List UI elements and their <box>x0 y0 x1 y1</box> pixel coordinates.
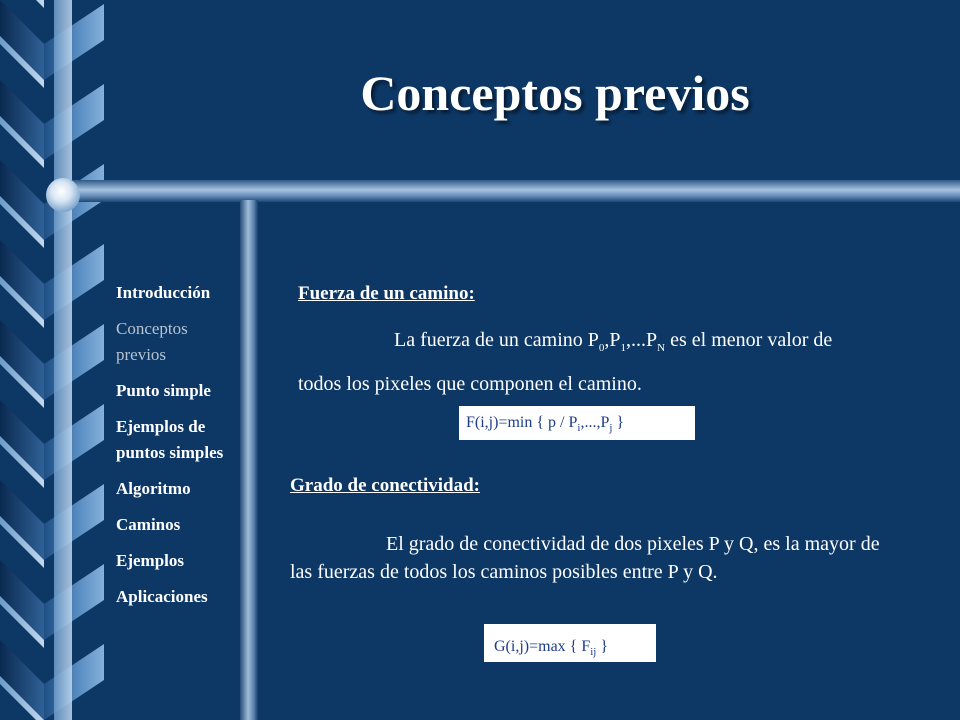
nav-item-punto-simple[interactable]: Punto simple <box>116 381 211 400</box>
nav-item-aplicaciones[interactable]: Aplicaciones <box>116 587 208 606</box>
section2-paragraph: El grado de conectividad de dos pixeles P y Q, es la mayor de las fuerzas de todos los caminos posibles entre P y Q. <box>290 533 880 583</box>
chevron-face <box>44 484 104 560</box>
nav-item-conceptos-previos[interactable]: Conceptos previos <box>116 319 188 364</box>
chevron-face <box>44 564 104 640</box>
chevron-shade <box>0 640 44 720</box>
chevron-shade <box>0 160 44 240</box>
nav-item-ejemplos[interactable]: Ejemplos <box>116 551 184 570</box>
nav-item-introduccion[interactable]: Introducción <box>116 283 211 302</box>
chevron-face <box>44 644 104 720</box>
nav-item-algoritmo[interactable]: Algoritmo <box>116 479 191 498</box>
slide-title: Conceptos previos <box>360 65 750 121</box>
chevron-shade <box>0 480 44 560</box>
chevron-shade <box>0 400 44 480</box>
chevron-shade <box>0 240 44 320</box>
nav-menu <box>116 280 238 620</box>
chevron-face <box>44 244 104 320</box>
vertical-bar-decoration <box>240 200 258 720</box>
chevron-face <box>44 404 104 480</box>
section2-heading: Grado de conectividad: <box>290 475 480 496</box>
bar-knob-decoration <box>46 178 80 212</box>
section1-formula: F(i,j)=min { p / $P_i,...,P_j$ } <box>459 406 695 440</box>
chevron-shade <box>0 560 44 640</box>
nav-item-caminos[interactable]: Caminos <box>116 515 181 534</box>
section1-paragraph: La fuerza de un camino $P_0,P_1,...P_N$ es el menor valor de todos los pixeles que componen el camino. <box>298 329 833 395</box>
nav-item-ejemplos-puntos-simples[interactable]: Ejemplos de puntos simples <box>116 417 224 462</box>
section2-formula: G(i,j)=max { $F_{ij}$ } <box>484 624 656 662</box>
chevron-shade <box>0 320 44 400</box>
section1-heading: Fuerza de un camino: <box>298 283 475 304</box>
horizontal-bar-decoration <box>62 180 960 202</box>
chevron-face <box>44 324 104 400</box>
